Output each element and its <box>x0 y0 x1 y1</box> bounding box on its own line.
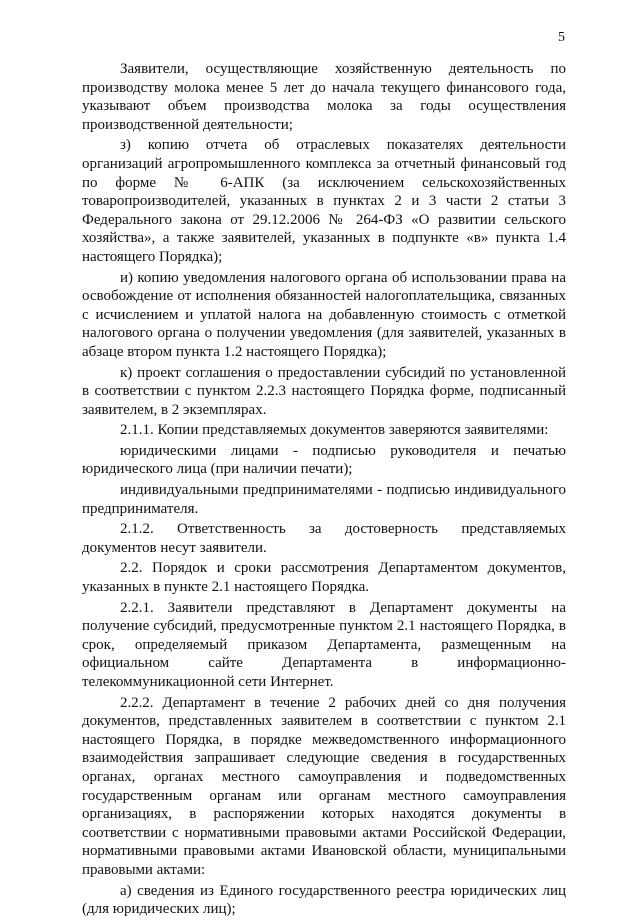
paragraph-item-i: и) копию уведомления налогового органа об использовании права на освобождение от исполнения обязанностей налогоплательщика, связанных с исчислением и уплатой налога на добавленную стоимость с отметкой налогового органа о получении уведомления (для заявителей, указанных в абзаце втором пункта 1.2 настоящего Порядка); <box>82 269 566 360</box>
paragraph-item-k: к) проект соглашения о предоставлении субсидий по установленной в соответствии с пунктом 2.2.3 настоящего Порядка форме, подписанный заявителем, в 2 экземплярах. <box>82 364 566 418</box>
page-number: 5 <box>558 30 565 45</box>
paragraph-2-2: 2.2. Порядок и сроки рассмотрения Департаментом документов, указанных в пункте 2.1 настоящего Порядка. <box>82 560 566 596</box>
paragraph-2-2-2: 2.2.2. Департамент в течение 2 рабочих дней со дня получения документов, представленных заявителем в соответствии с пунктом 2.1 настоящего Порядка, в порядке межведомственного информационного взаимодействия запрашивает следующие сведения в государственных органах, органах местного самоуправления и подведомственных государственным органам или органам местного самоуправления организациях, в распоряжении которых находятся документы в соответствии с нормативными правовыми актами Российской Федерации, нормативными правовыми актами Ивановской области, муниципальными правовыми актами: <box>82 694 566 878</box>
paragraph-item-a: а) сведения из Единого государственного реестра юридических лиц (для юридических лиц); <box>82 882 566 918</box>
paragraph-legal-entities: юридическими лицами - подписью руководителя и печатью юридического лица (при наличии печати); <box>82 442 566 478</box>
paragraph-entrepreneurs: индивидуальными предпринимателями - подписью индивидуального предпринимателя. <box>82 482 566 517</box>
paragraph-2-1-2: 2.1.2. Ответственность за достоверность представляемых документов несут заявители. <box>82 521 566 556</box>
document-body <box>82 60 566 921</box>
paragraph-item-z: з) копию отчета об отраслевых показателях деятельности организаций агропромышленного комплекса за отчетный финансовый год по форме № 6-АПК (за исключением сельскохозяйственных товаропроизводителей, указанных в пунктах 2 и 3 части 2 статьи 3 Федерального закона от 29.12.2006 № 264-ФЗ «О развитии сельского хозяйства», а также заявителей, указанных в подпункте «в» пункта 1.4 настоящего Порядка); <box>82 137 566 265</box>
paragraph-milk-production: Заявители, осуществляющие хозяйственную деятельность по производству молока менее 5 лет до начала текущего финансового года, указывают объем производства молока за годы осуществления производственной деятельности; <box>82 61 566 133</box>
paragraph-2-2-1: 2.2.1. Заявители представляют в Департамент документы на получение субсидий, предусмотренные пунктом 2.1 настоящего Порядка, в срок, определяемый приказом Департамента, размещенным на официальном сайте Департамента в информационно-телекоммуникационной сети Интернет. <box>82 599 566 690</box>
paragraph-2-1-1: 2.1.1. Копии представляемых документов заверяются заявителями: <box>120 422 549 439</box>
